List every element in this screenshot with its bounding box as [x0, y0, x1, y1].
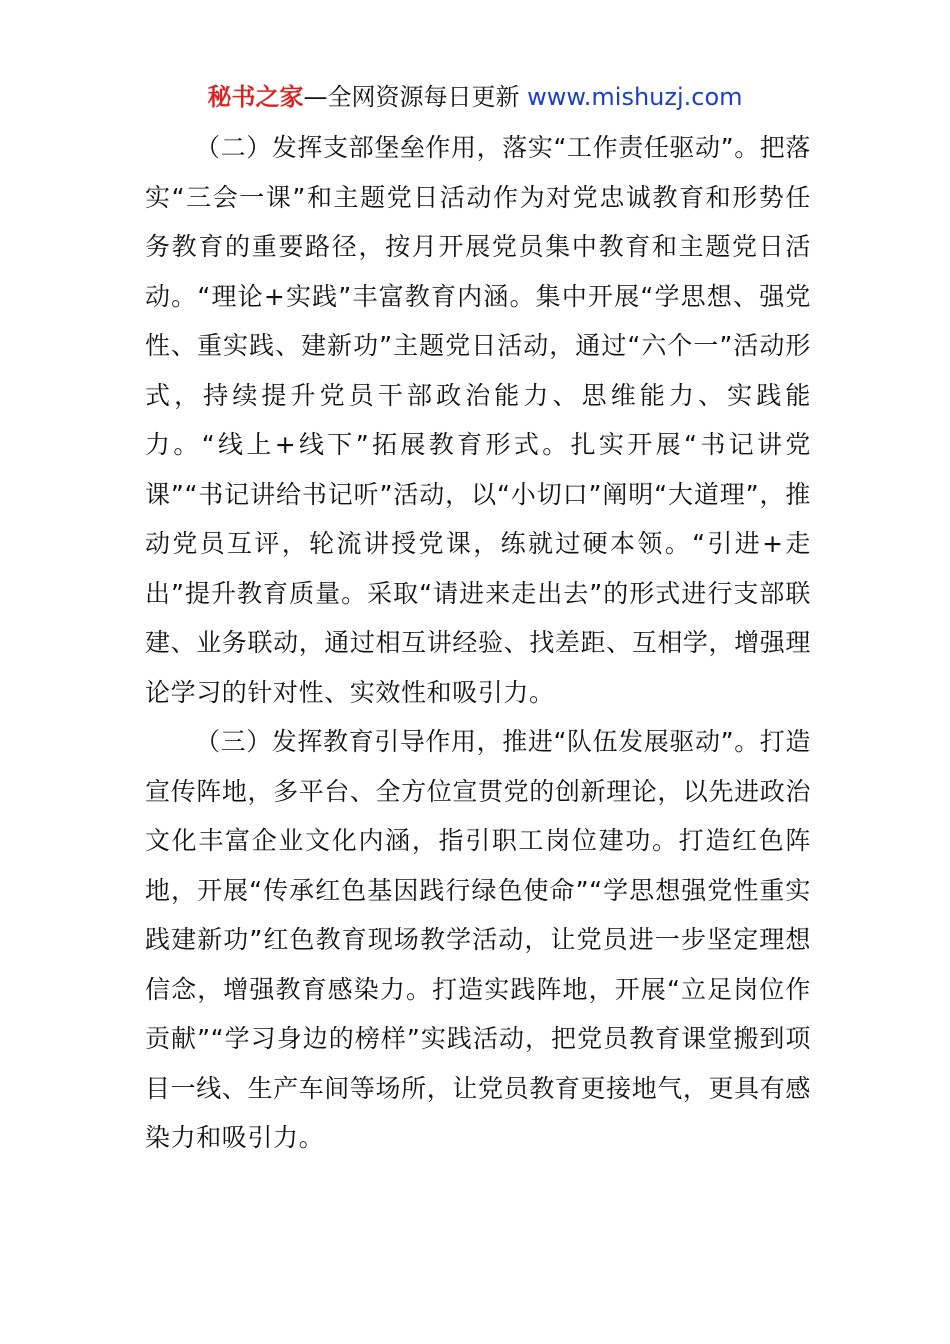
site-tagline: —全网资源每日更新	[303, 83, 528, 111]
document-body	[145, 123, 811, 1163]
site-header	[0, 80, 950, 114]
site-url-link[interactable]: www.mishuzj.com	[527, 83, 743, 111]
site-brand: 秘书之家	[207, 83, 304, 111]
paragraph-section-3: （三）发挥教育引导作用，推进“队伍发展驱动”。打造宣传阵地，多平台、全方位宣贯党的创新理论，以先进政治文化丰富企业文化内涵，指引职工岗位建功。打造红色阵地，开展“传承红色基因践行绿色使命”“学思想强党性重实践建新功”红色教育现场教学活动，让党员进一步坚定理想信念，增强教育感染力。打造实践阵地，开展“立足岗位作贡献”“学习身边的榜样”实践活动，把党员教育课堂搬到项目一线、生产车间等场所，让党员教育更接地气，更具有感染力和吸引力。	[145, 727, 811, 1152]
paragraph-section-2: （二）发挥支部堡垒作用，落实“工作责任驱动”。把落实“三会一课”和主题党日活动作为对党忠诚教育和形势任务教育的重要路径，按月开展党员集中教育和主题党日活动。“理论+实践”丰富教育内涵。集中开展“学思想、强党性、重实践、建新功”主题党日活动，通过“六个一”活动形式，持续提升党员干部政治能力、思维能力、实践能力。“线上+线下”拓展教育形式。扎实开展“书记讲党课”“书记讲给书记听”活动，以“小切口”阐明“大道理”，推动党员互评，轮流讲授党课，练就过硬本领。“引进+走出”提升教育质量。采取“请进来走出去”的形式进行支部联建、业务联动，通过相互讲经验、找差距、互相学，增强理论学习的针对性、实效性和吸引力。	[145, 133, 811, 707]
